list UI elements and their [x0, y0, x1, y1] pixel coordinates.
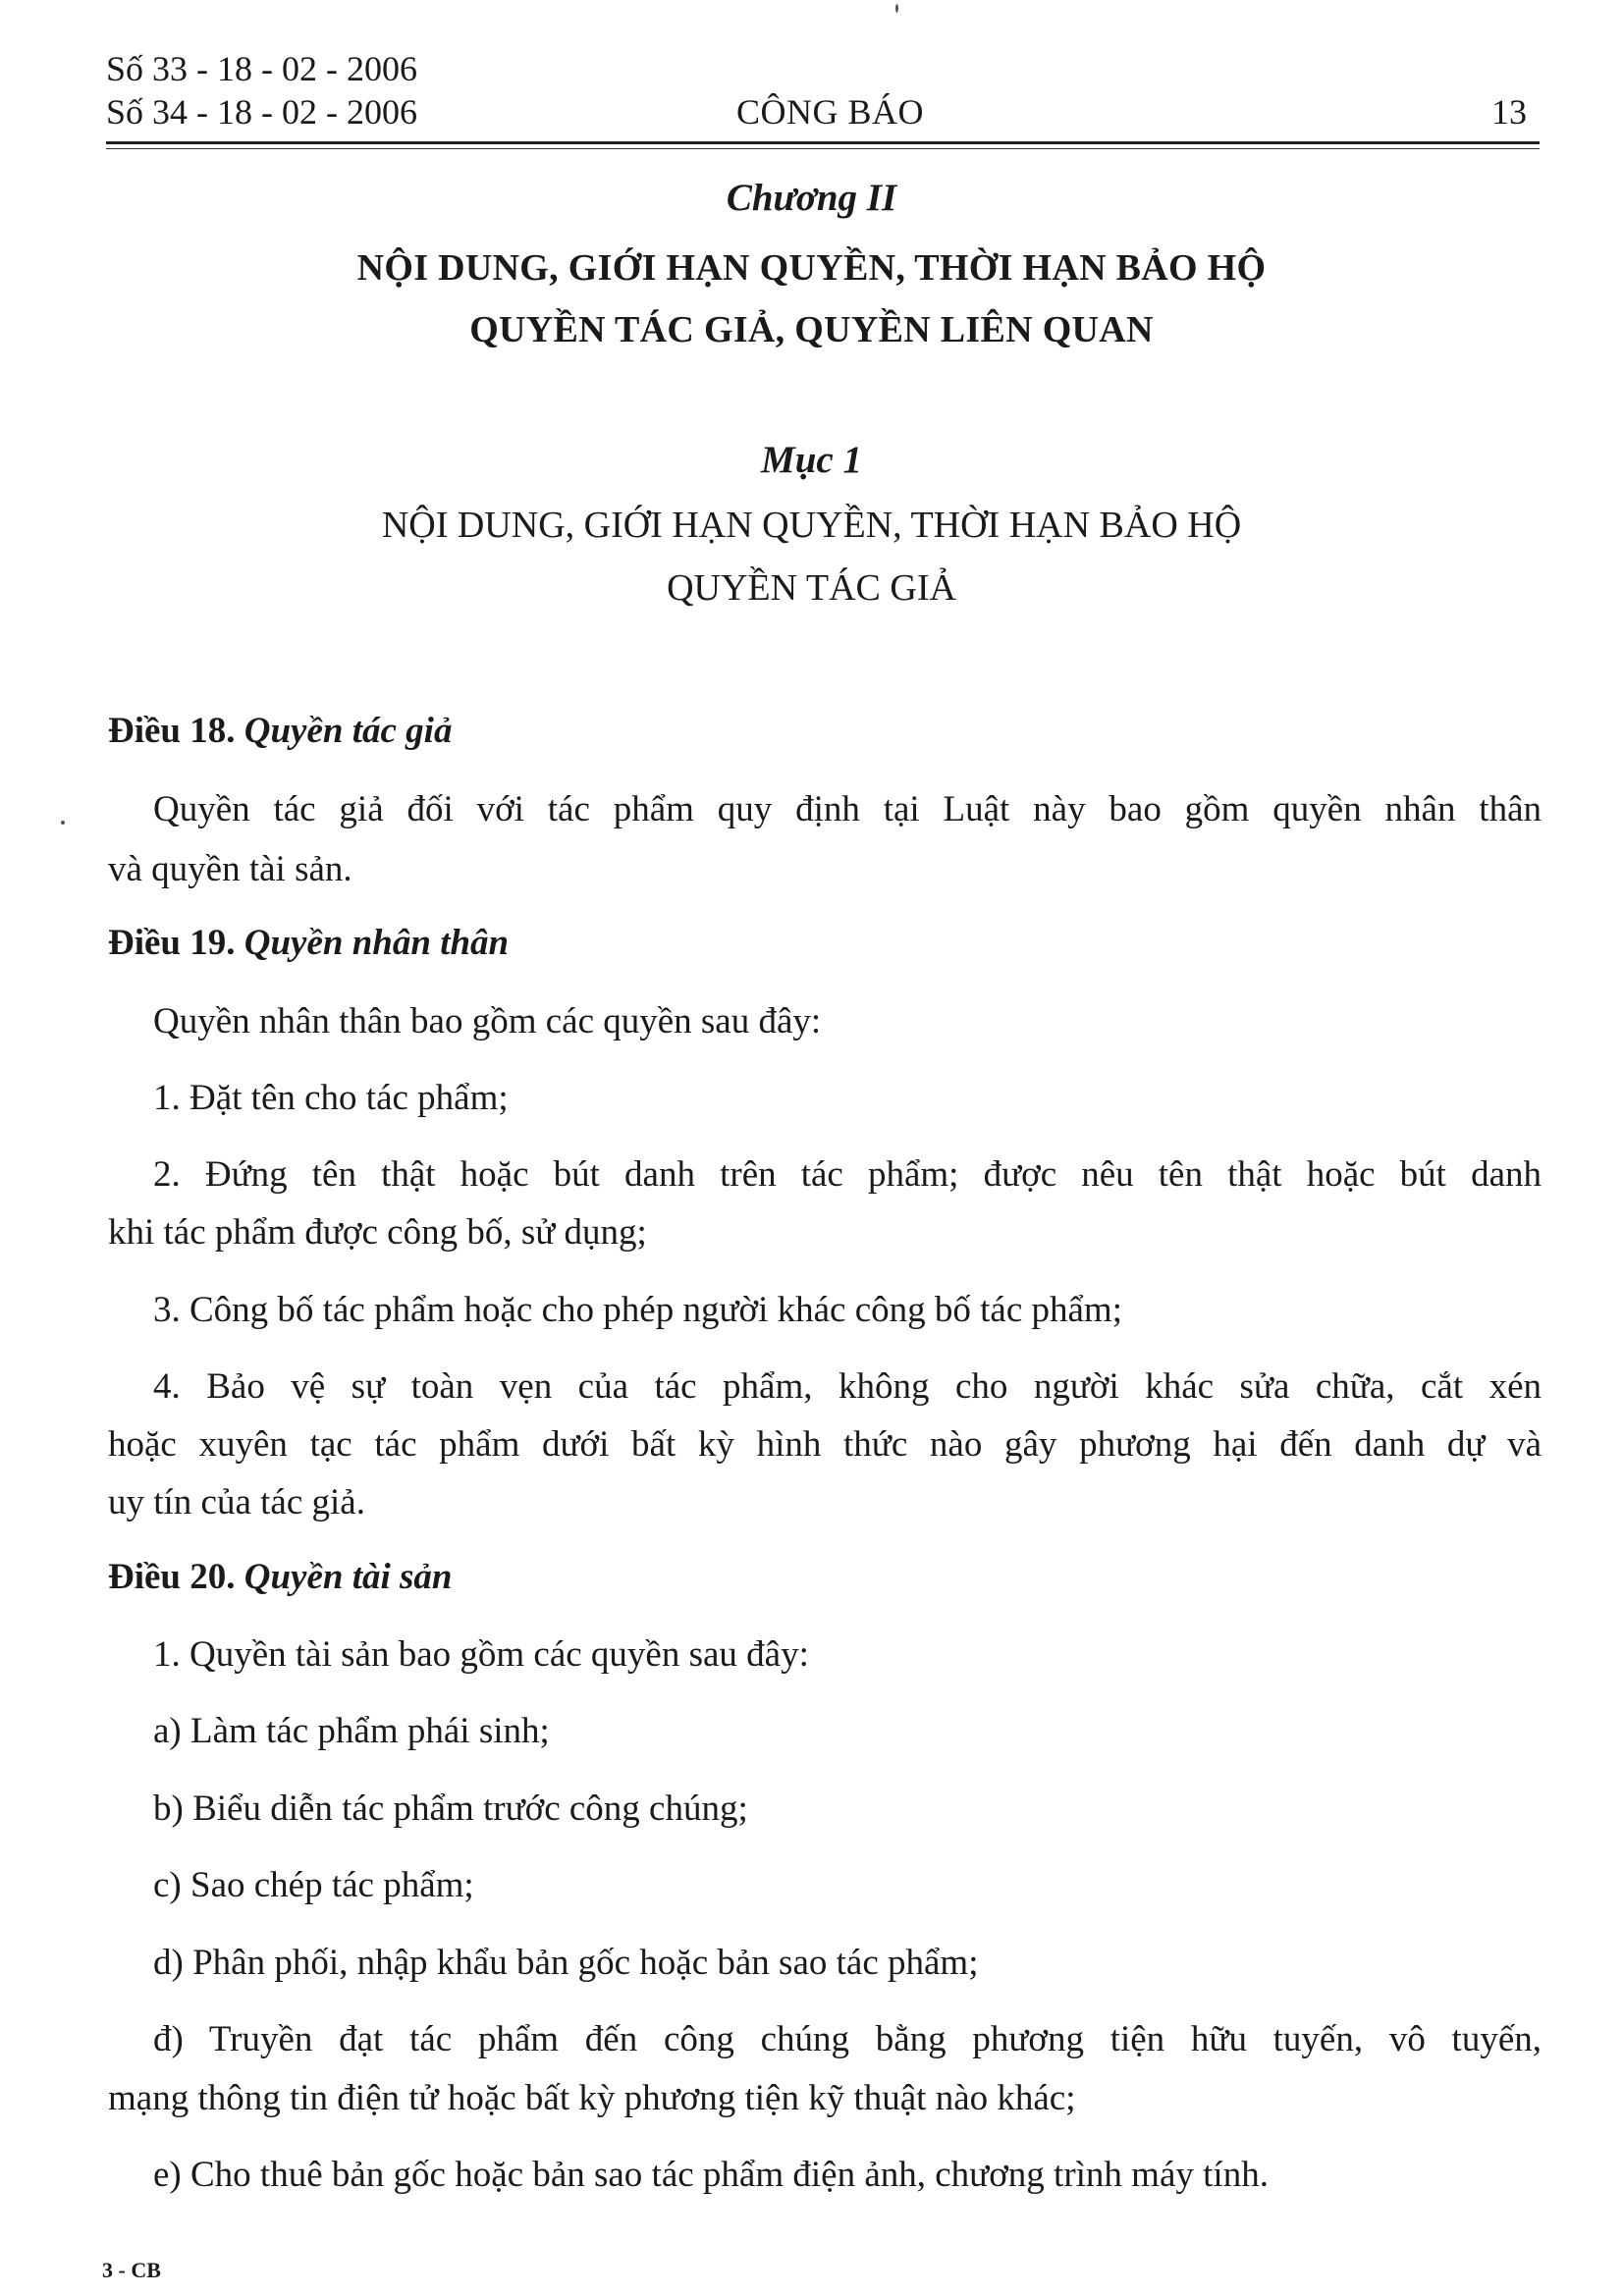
list-item: d) Phân phối, nhập khẩu bản gốc hoặc bản sao tác phẩm; [153, 1943, 979, 1983]
article-number: Điều 20. [108, 1557, 236, 1597]
page-header [106, 45, 1540, 139]
article-20-heading [108, 1559, 453, 1595]
article-number: Điều 18. [108, 711, 236, 751]
section-title-line-1: NỘI DUNG, GIỚI HẠN QUYỀN, THỜI HẠN BẢO HỘ [381, 505, 1242, 546]
publication-title: CÔNG BÁO [736, 92, 925, 132]
chapter-title-line-1: NỘI DUNG, GIỚI HẠN QUYỀN, THỜI HẠN BẢO HỘ [356, 247, 1267, 289]
article-number: Điều 19. [108, 923, 236, 963]
chapter-label: Chương II [726, 177, 897, 219]
issue-number-1: Số 33 - 18 - 02 - 2006 [106, 49, 417, 88]
scan-speck [61, 821, 65, 825]
sheet-mark: 3 - CB [102, 2258, 161, 2282]
article-19-heading [108, 925, 509, 961]
article-title: Quyền nhân thân [243, 923, 510, 963]
list-item: a) Làm tác phẩm phái sinh; [153, 1711, 550, 1751]
list-item: 2. Đứng tên thật hoặc bút danh trên tác phẩm; được nêu tên thật hoặc bút danh [153, 1154, 1542, 1195]
header-rule-thin [106, 148, 1540, 149]
list-item: đ) Truyền đạt tác phẩm đến công chúng bằng phương tiện hữu tuyến, vô tuyến, [153, 2019, 1542, 2059]
paragraph-line: và quyền tài sản. [108, 849, 352, 889]
header-rule-thick [106, 141, 1540, 144]
list-item: b) Biểu diễn tác phẩm trước công chúng; [153, 1789, 748, 1829]
article-title: Quyền tài sản [243, 1557, 453, 1597]
paragraph-line: khi tác phẩm được công bố, sử dụng; [108, 1212, 647, 1253]
paragraph-line: Quyền nhân thân bao gồm các quyền sau đây: [153, 1001, 822, 1041]
page-number: 13 [1491, 92, 1527, 132]
list-item: 4. Bảo vệ sự toàn vẹn của tác phẩm, không cho người khác sửa chữa, cắt xén [153, 1366, 1542, 1407]
article-18-heading [108, 713, 452, 749]
section-title-line-2: QUYỀN TÁC GIẢ [667, 567, 956, 609]
section-label: Mục 1 [761, 439, 862, 481]
list-item: 1. Quyền tài sản bao gồm các quyền sau đây: [153, 1634, 809, 1675]
scan-speck [895, 4, 898, 13]
paragraph-line: uy tín của tác giả. [108, 1482, 365, 1522]
paragraph-line: Quyền tác giả đối với tác phẩm quy định tại Luật này bao gồm quyền nhân thân [153, 789, 1542, 829]
list-item: e) Cho thuê bản gốc hoặc bản sao tác phẩm điện ảnh, chương trình máy tính. [153, 2155, 1269, 2195]
list-item: 1. Đặt tên cho tác phẩm; [153, 1078, 509, 1118]
paragraph-line: hoặc xuyên tạc tác phẩm dưới bất kỳ hình thức nào gây phương hại đến danh dự và [108, 1424, 1542, 1465]
list-item: 3. Công bố tác phẩm hoặc cho phép người khác công bố tác phẩm; [153, 1290, 1122, 1330]
chapter-title-line-2: QUYỀN TÁC GIẢ, QUYỀN LIÊN QUAN [469, 309, 1154, 350]
paragraph-line: mạng thông tin điện tử hoặc bất kỳ phương tiện kỹ thuật nào khác; [108, 2078, 1076, 2118]
article-title: Quyền tác giả [243, 711, 453, 751]
issue-number-2: Số 34 - 18 - 02 - 2006 [106, 92, 417, 132]
list-item: c) Sao chép tác phẩm; [153, 1865, 474, 1905]
